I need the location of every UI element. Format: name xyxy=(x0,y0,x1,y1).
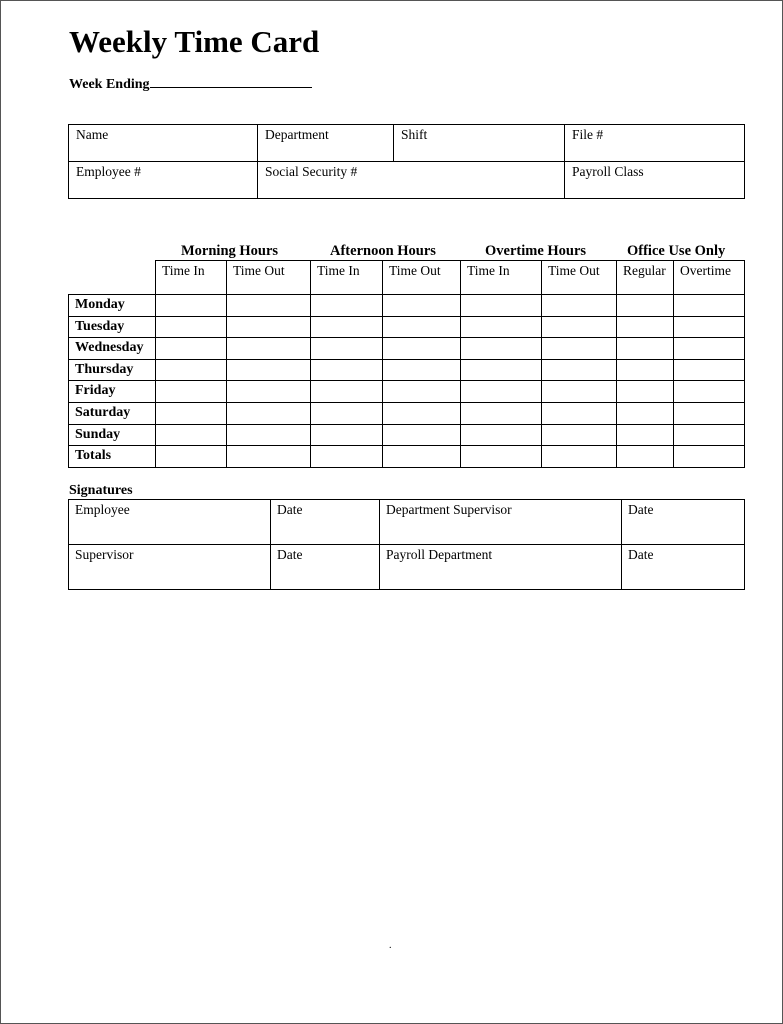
file-cell[interactable] xyxy=(565,125,745,162)
hours-entry-cell[interactable] xyxy=(542,338,617,360)
hours-entry-cell[interactable] xyxy=(311,316,383,338)
hours-entry-cell[interactable] xyxy=(617,402,674,424)
week-ending-line[interactable] xyxy=(150,76,312,88)
hours-entry-cell[interactable] xyxy=(227,446,311,468)
hours-entry-cell[interactable] xyxy=(617,424,674,446)
day-label: Friday xyxy=(69,381,156,403)
hours-entry-cell[interactable] xyxy=(383,381,461,403)
hours-entry-cell[interactable] xyxy=(311,446,383,468)
social-security-cell[interactable] xyxy=(258,162,565,199)
hours-entry-cell[interactable] xyxy=(311,359,383,381)
hours-entry-cell[interactable] xyxy=(227,359,311,381)
hours-entry-cell[interactable] xyxy=(383,424,461,446)
employee-number-cell[interactable] xyxy=(69,162,258,199)
corner-blank xyxy=(69,261,156,295)
payroll-department-cell[interactable] xyxy=(380,545,622,590)
hours-entry-cell[interactable] xyxy=(617,446,674,468)
hours-entry-cell[interactable] xyxy=(617,381,674,403)
day-label: Sunday xyxy=(69,424,156,446)
col-overtime: Overtime xyxy=(674,261,745,295)
hours-entry-cell[interactable] xyxy=(156,359,227,381)
col-morning-time-out: Time Out xyxy=(227,261,311,295)
day-row xyxy=(69,295,745,317)
hours-entry-cell[interactable] xyxy=(617,338,674,360)
hours-entry-cell[interactable] xyxy=(156,316,227,338)
hours-entry-cell[interactable] xyxy=(674,359,745,381)
hours-entry-cell[interactable] xyxy=(461,338,542,360)
day-label: Thursday xyxy=(69,359,156,381)
hours-entry-cell[interactable] xyxy=(542,381,617,403)
page-title: Weekly Time Card xyxy=(69,24,320,59)
hours-entry-cell[interactable] xyxy=(311,295,383,317)
shift-label: Shift xyxy=(401,127,428,142)
employee-number-label: Employee # xyxy=(76,164,141,179)
hours-entry-cell[interactable] xyxy=(461,316,542,338)
hours-entry-cell[interactable] xyxy=(674,381,745,403)
hours-entry-cell[interactable] xyxy=(383,316,461,338)
group-afternoon-hours: Afternoon Hours xyxy=(330,243,436,259)
group-overtime-hours: Overtime Hours xyxy=(485,243,587,259)
col-afternoon-time-out: Time Out xyxy=(383,261,461,295)
hours-entry-cell[interactable] xyxy=(674,402,745,424)
hours-entry-cell[interactable] xyxy=(227,295,311,317)
hours-entry-cell[interactable] xyxy=(156,424,227,446)
department-supervisor-label: Department Supervisor xyxy=(386,502,512,517)
employee-signature-cell[interactable] xyxy=(69,500,271,545)
group-morning-hours: Morning Hours xyxy=(181,243,279,259)
hours-entry-cell[interactable] xyxy=(227,316,311,338)
employee-signature-label: Employee xyxy=(75,502,130,517)
department-supervisor-cell[interactable] xyxy=(380,500,622,545)
payroll-class-label: Payroll Class xyxy=(572,164,644,179)
hours-entry-cell[interactable] xyxy=(617,295,674,317)
hours-entry-cell[interactable] xyxy=(156,381,227,403)
hours-entry-cell[interactable] xyxy=(542,295,617,317)
hours-entry-cell[interactable] xyxy=(461,295,542,317)
signatures-heading: Signatures xyxy=(69,483,133,498)
hours-entry-cell[interactable] xyxy=(542,359,617,381)
signatures-table xyxy=(68,499,745,590)
hours-entry-cell[interactable] xyxy=(674,424,745,446)
department-supervisor-date-cell[interactable] xyxy=(622,500,745,545)
hours-entry-cell[interactable] xyxy=(383,402,461,424)
day-row xyxy=(69,402,745,424)
hours-entry-cell[interactable] xyxy=(156,402,227,424)
name-label: Name xyxy=(76,127,109,142)
social-security-label: Social Security # xyxy=(265,164,358,179)
hours-table xyxy=(68,260,745,468)
hours-entry-cell[interactable] xyxy=(383,338,461,360)
hours-entry-cell[interactable] xyxy=(542,402,617,424)
hours-entry-cell[interactable] xyxy=(383,295,461,317)
day-label: Wednesday xyxy=(69,338,156,360)
day-label: Tuesday xyxy=(69,316,156,338)
day-row xyxy=(69,338,745,360)
hours-entry-cell[interactable] xyxy=(542,424,617,446)
hours-entry-cell[interactable] xyxy=(156,446,227,468)
hours-entry-cell[interactable] xyxy=(461,424,542,446)
supervisor-signature-label: Supervisor xyxy=(75,547,134,562)
shift-cell[interactable] xyxy=(394,125,565,162)
payroll-class-cell[interactable] xyxy=(565,162,745,199)
day-row xyxy=(69,316,745,338)
week-ending-field[interactable] xyxy=(69,76,312,93)
name-cell[interactable] xyxy=(69,125,258,162)
hours-entry-cell[interactable] xyxy=(617,316,674,338)
hours-entry-cell[interactable] xyxy=(674,338,745,360)
department-cell[interactable] xyxy=(258,125,394,162)
day-row xyxy=(69,381,745,403)
file-label: File # xyxy=(572,127,604,142)
day-label: Saturday xyxy=(69,402,156,424)
hours-entry-cell[interactable] xyxy=(156,338,227,360)
hours-entry-cell[interactable] xyxy=(383,359,461,381)
department-supervisor-date-label: Date xyxy=(628,502,654,517)
col-overtime-time-in: Time In xyxy=(461,261,542,295)
hours-entry-cell[interactable] xyxy=(461,381,542,403)
hours-entry-cell[interactable] xyxy=(461,446,542,468)
col-afternoon-time-in: Time In xyxy=(311,261,383,295)
hours-entry-cell[interactable] xyxy=(311,424,383,446)
supervisor-date-label: Date xyxy=(277,547,303,562)
day-row xyxy=(69,359,745,381)
hours-entry-cell[interactable] xyxy=(383,446,461,468)
supervisor-signature-cell[interactable] xyxy=(69,545,271,590)
hours-entry-cell[interactable] xyxy=(674,446,745,468)
supervisor-date-cell[interactable] xyxy=(271,545,380,590)
hours-entry-cell[interactable] xyxy=(542,316,617,338)
hours-entry-cell[interactable] xyxy=(461,359,542,381)
hours-entry-cell[interactable] xyxy=(542,446,617,468)
hours-entry-cell[interactable] xyxy=(311,338,383,360)
hours-entry-cell[interactable] xyxy=(227,424,311,446)
day-row xyxy=(69,424,745,446)
day-label: Totals xyxy=(69,446,156,468)
week-ending-label: Week Ending xyxy=(69,77,150,92)
col-morning-time-in: Time In xyxy=(156,261,227,295)
payroll-department-date-label: Date xyxy=(628,547,654,562)
hours-entry-cell[interactable] xyxy=(227,381,311,403)
day-rows xyxy=(69,295,745,468)
day-row xyxy=(69,446,745,468)
col-overtime-time-out: Time Out xyxy=(542,261,617,295)
department-label: Department xyxy=(265,127,329,142)
hours-entry-cell[interactable] xyxy=(461,402,542,424)
hours-entry-cell[interactable] xyxy=(674,295,745,317)
hours-entry-cell[interactable] xyxy=(156,295,227,317)
payroll-department-date-cell[interactable] xyxy=(622,545,745,590)
hours-entry-cell[interactable] xyxy=(617,359,674,381)
hours-entry-cell[interactable] xyxy=(227,338,311,360)
employee-info-table xyxy=(68,124,745,199)
group-office-use-only: Office Use Only xyxy=(627,243,726,259)
hours-entry-cell[interactable] xyxy=(311,381,383,403)
day-label: Monday xyxy=(69,295,156,317)
hours-entry-cell[interactable] xyxy=(674,316,745,338)
footer-mark: . xyxy=(389,940,392,951)
employee-date-label: Date xyxy=(277,502,303,517)
hours-entry-cell[interactable] xyxy=(311,402,383,424)
employee-date-cell[interactable] xyxy=(271,500,380,545)
payroll-department-label: Payroll Department xyxy=(386,547,493,562)
hours-entry-cell[interactable] xyxy=(227,402,311,424)
col-regular: Regular xyxy=(617,261,674,295)
